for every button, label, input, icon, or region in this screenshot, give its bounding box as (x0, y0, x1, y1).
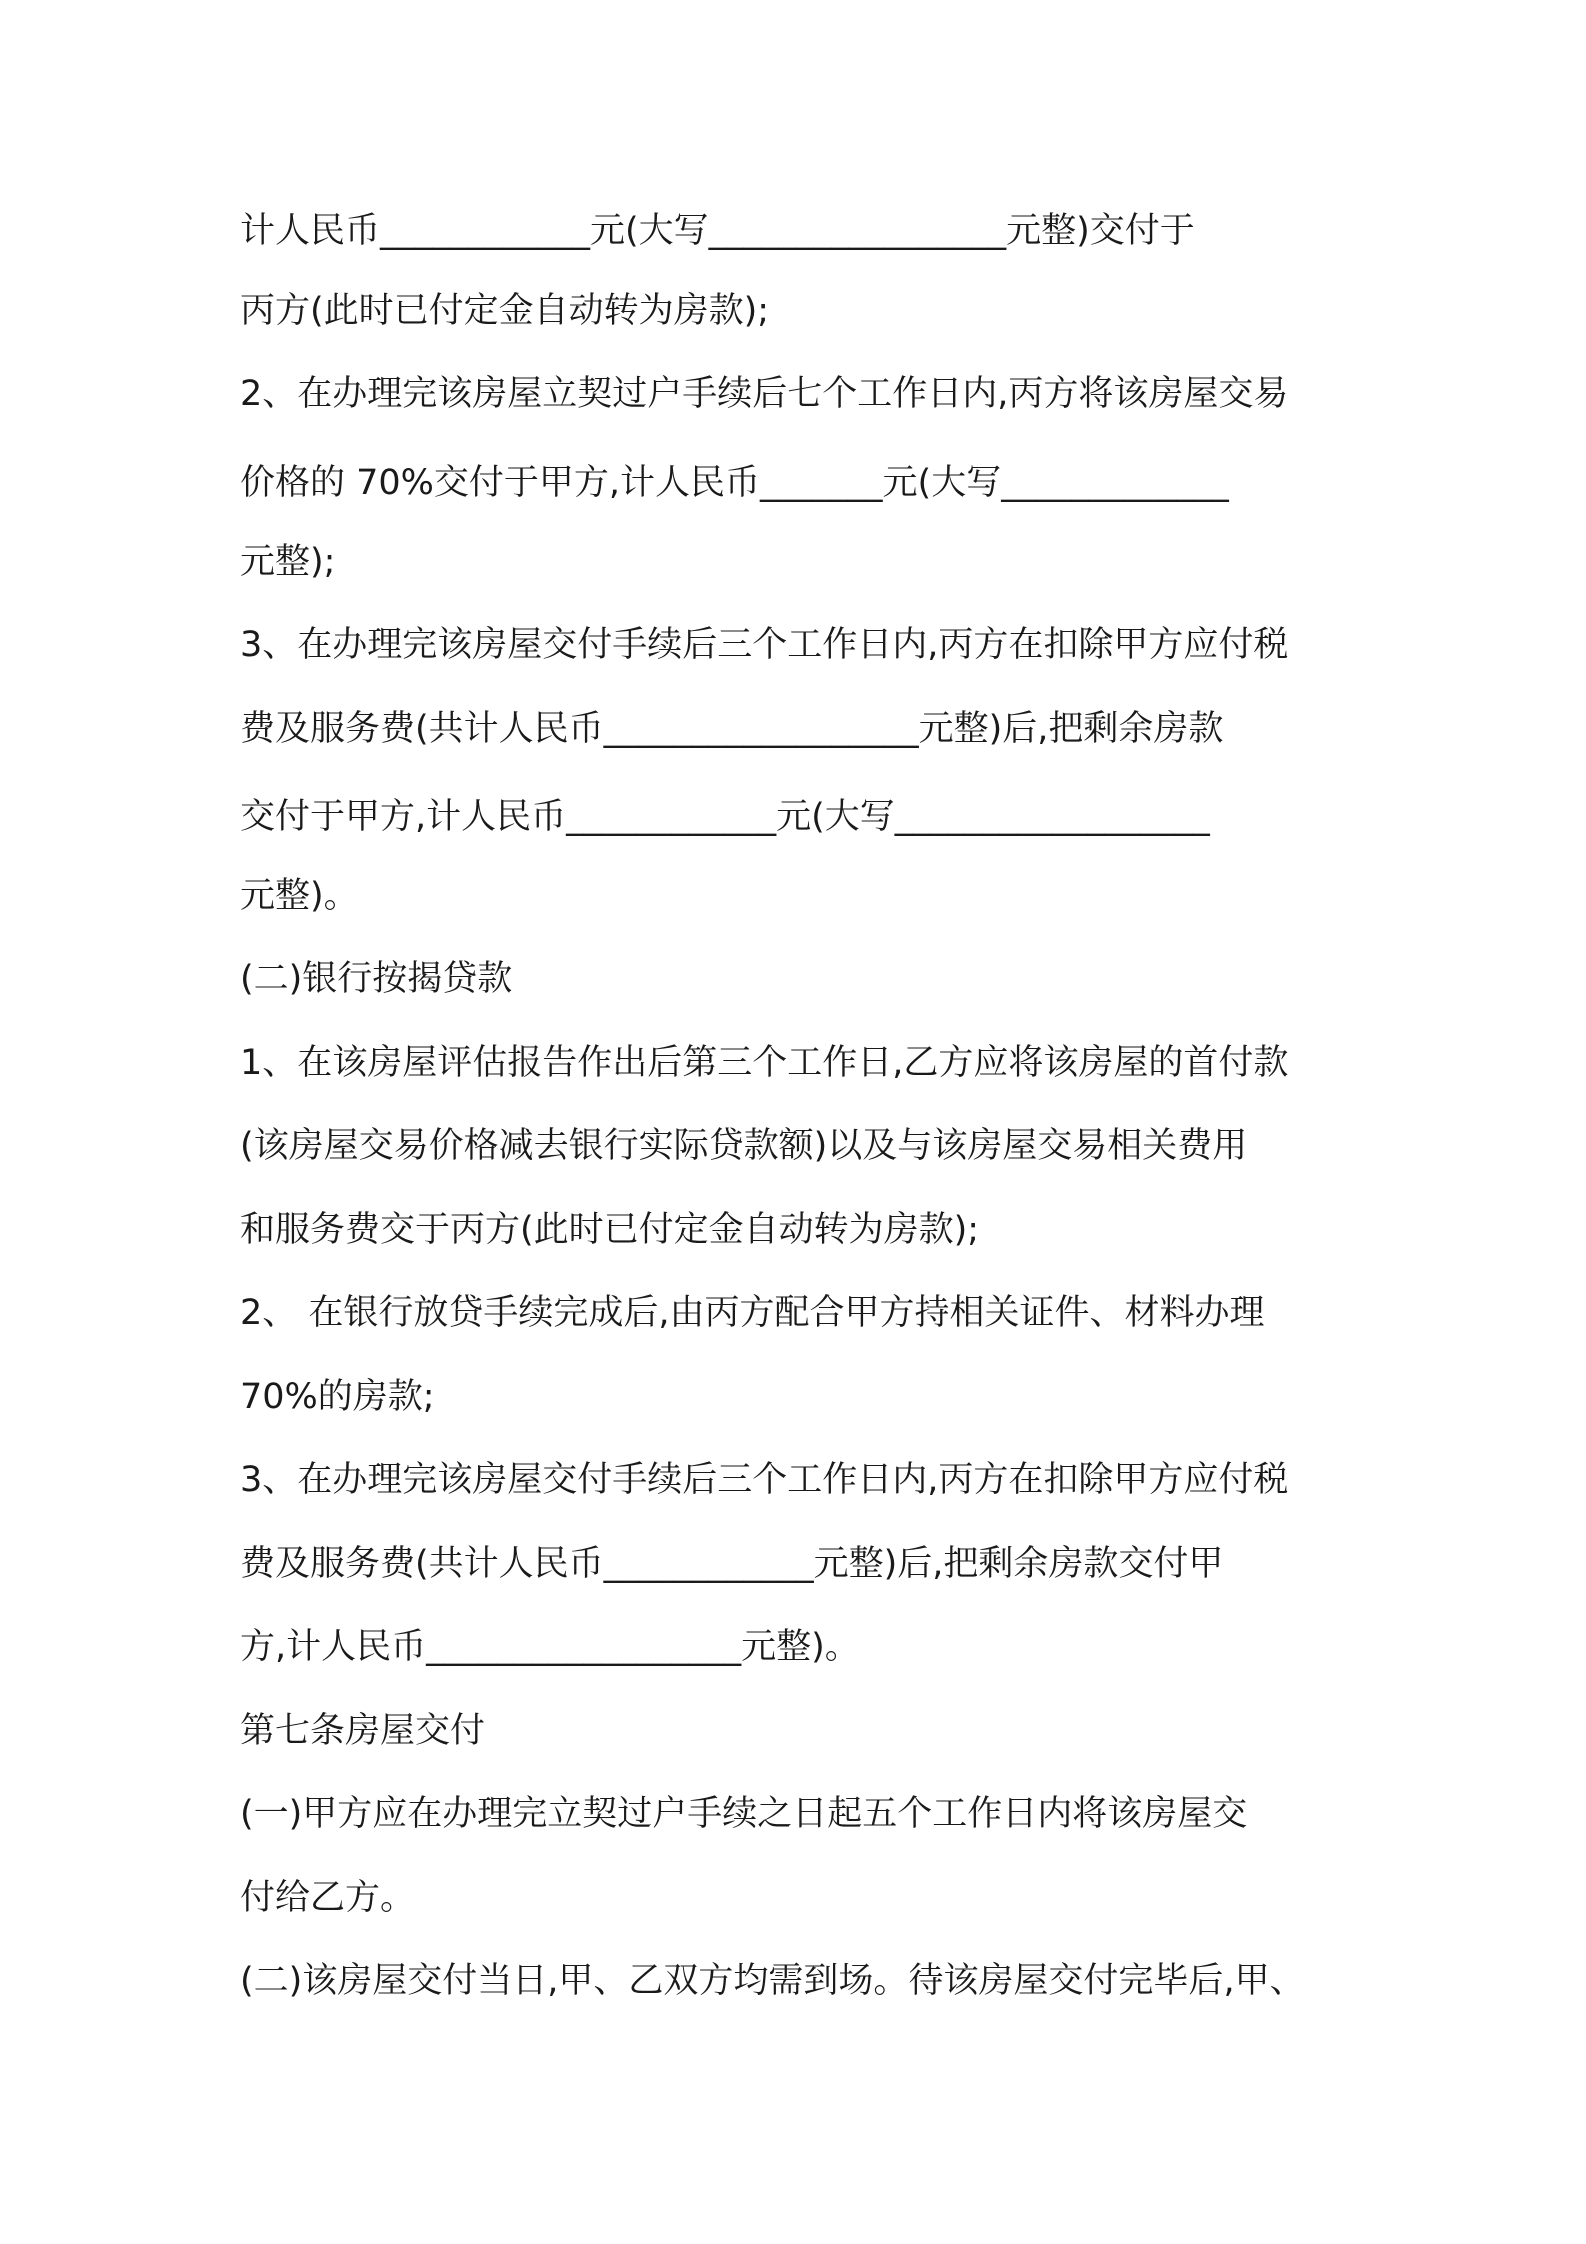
text-line: 价格的 70%交付于甲方,计人民币_______元(大写_____________ (240, 463, 1229, 503)
text-line: 1、在该房屋评估报告作出后第三个工作日,乙方应将该房屋的首付款 (240, 1043, 1289, 1083)
text-line: 元整)。 (240, 876, 359, 916)
text-line: 2、 在银行放贷手续完成后,由丙方配合甲方持相关证件、材料办理 (240, 1293, 1265, 1333)
text-line: 3、在办理完该房屋交付手续后三个工作日内,丙方在扣除甲方应付税 (240, 1460, 1289, 1500)
article-heading: 第七条房屋交付 (240, 1711, 486, 1751)
text-line: (该房屋交易价格减去银行实际贷款额)以及与该房屋交易相关费用 (240, 1126, 1248, 1166)
section-heading: (二)银行按揭贷款 (240, 959, 513, 999)
text-line: 费及服务费(共计人民币____________元整)后,把剩余房款交付甲 (240, 1544, 1224, 1584)
text-line: 计人民币____________元(大写_________________元整)交付于 (240, 211, 1195, 251)
text-line: 付给乙方。 (240, 1878, 416, 1918)
text-line: 和服务费交于丙方(此时已付定金自动转为房款); (240, 1210, 980, 1250)
text-line: (一)甲方应在办理完立契过户手续之日起五个工作日内将该房屋交 (240, 1794, 1248, 1834)
text-line: 丙方(此时已付定金自动转为房款); (240, 291, 770, 331)
text-line: 费及服务费(共计人民币__________________元整)后,把剩余房款 (240, 709, 1224, 749)
text-line: 方,计人民币__________________元整)。 (240, 1627, 860, 1667)
text-line: 3、在办理完该房屋交付手续后三个工作日内,丙方在扣除甲方应付税 (240, 625, 1289, 665)
text-line: 交付于甲方,计人民币____________元(大写__________________ (240, 797, 1210, 837)
text-line: 元整); (240, 542, 336, 582)
text-line: 2、在办理完该房屋立契过户手续后七个工作日内,丙方将该房屋交易 (240, 374, 1289, 414)
text-line: 70%的房款; (240, 1377, 435, 1417)
text-line: (二)该房屋交付当日,甲、乙双方均需到场。待该房屋交付完毕后,甲、 (240, 1961, 1305, 2001)
